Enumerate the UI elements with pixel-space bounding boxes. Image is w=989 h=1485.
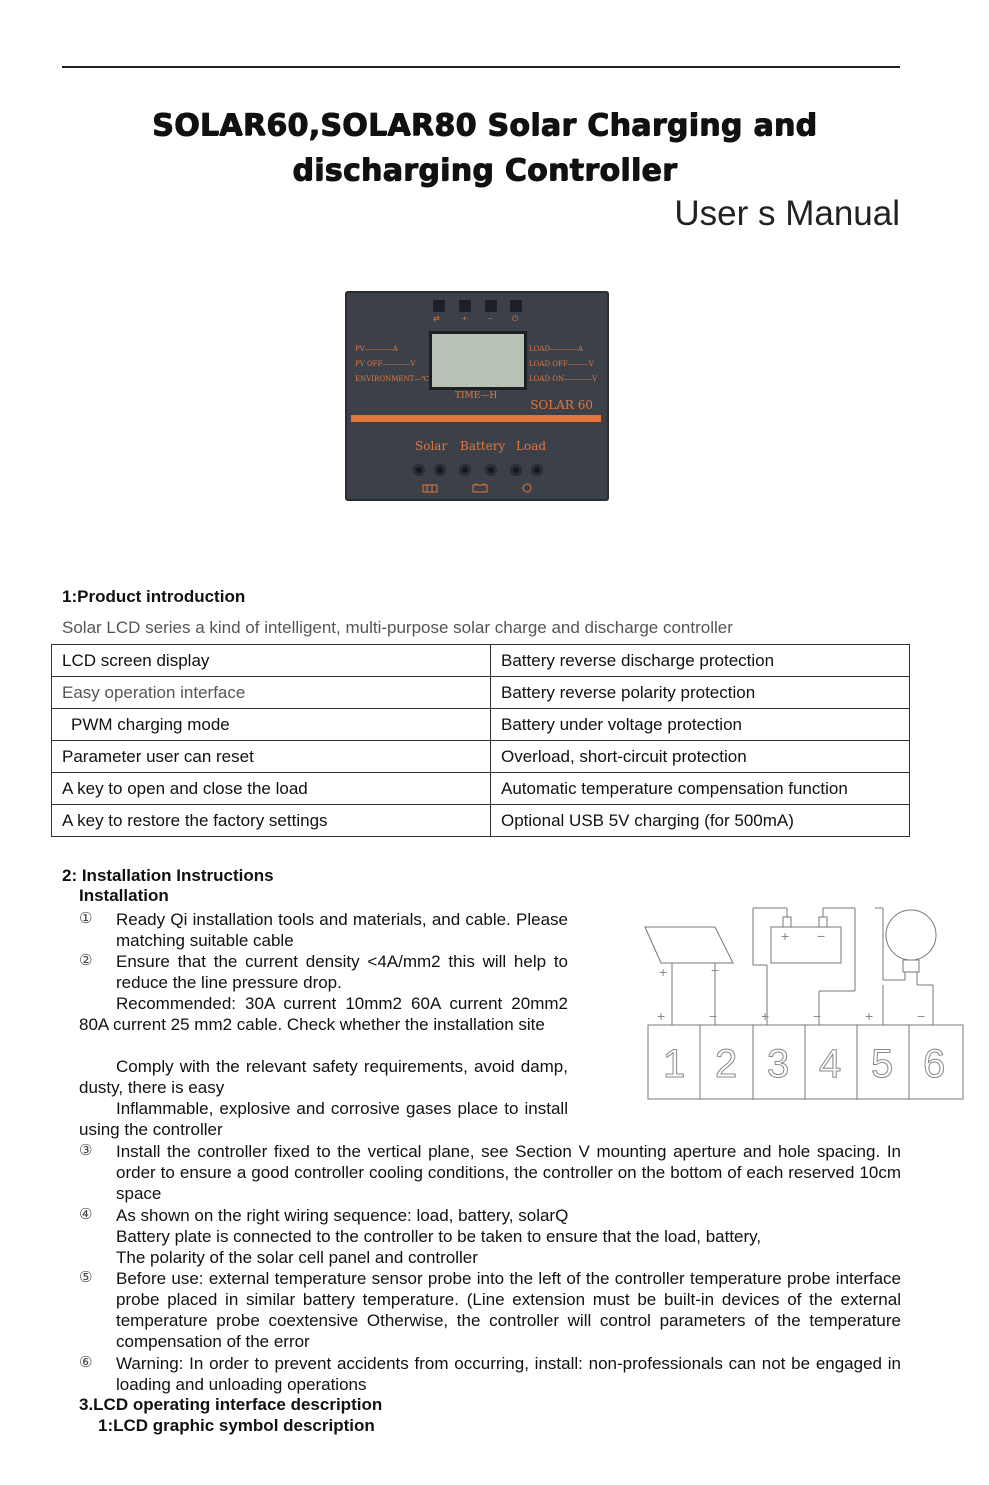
wiring-diagram	[643, 905, 965, 1101]
terminal-number: 3	[767, 1042, 790, 1086]
table-cell: LCD screen display	[52, 645, 491, 677]
terminal-screw	[531, 464, 543, 476]
table-cell: Parameter user can reset	[52, 741, 491, 773]
device-button	[459, 300, 471, 312]
terminal-polarity-icons	[411, 482, 551, 496]
install-item-1: Ready Qi installation tools and materials, and cable. Please matching suitable cable	[116, 910, 568, 950]
section2-heading: 2: Installation Instructions	[62, 866, 274, 885]
table-row	[52, 677, 910, 709]
comply-paragraph: Comply with the relevant safety requirements, avoid damp, dusty, there is easy	[79, 1057, 568, 1097]
terminal-plus-label: +	[761, 1008, 770, 1024]
terminal-screw	[434, 464, 446, 476]
table-row	[52, 709, 910, 741]
switch-icon: ⇄	[433, 314, 440, 323]
table-cell: Automatic temperature compensation function	[491, 773, 910, 805]
pv-off-label: PV OFF————V	[355, 360, 416, 368]
load-label: LOAD————A	[529, 345, 584, 353]
battery-minus-label: −	[817, 928, 826, 944]
top-rule	[62, 66, 900, 68]
time-label: TIME—H	[455, 391, 498, 401]
table-cell: Battery under voltage protection	[491, 709, 910, 741]
table-row	[52, 773, 910, 805]
table-cell: Easy operation interface	[52, 677, 491, 709]
battery-plus-label: +	[781, 928, 790, 944]
solar-panel-icon	[645, 927, 733, 963]
list-marker-2: ②	[79, 952, 93, 969]
section1-heading: 1:Product introduction	[62, 587, 246, 606]
table-cell: Optional USB 5V charging (for 500mA)	[491, 805, 910, 837]
table-cell: PWM charging mode	[52, 709, 491, 741]
list-marker-6: ⑥	[79, 1354, 93, 1371]
install-item-5: Before use: external temperature sensor probe into the left of the controller temperature probe interface probe placed in similar battery temperature. (Line extension must be built-in devices of the external temperature probe coextensive Otherwise, the controller will control parameters of the temperature compensation of the error	[116, 1269, 901, 1351]
list-marker-4: ④	[79, 1206, 93, 1223]
doc-title-line1: SOLAR60,SOLAR80 Solar Charging and	[151, 108, 818, 143]
install-item-4-line1: As shown on the right wiring sequence: load, battery, solarQ	[116, 1206, 569, 1225]
table-cell: Battery reverse polarity protection	[491, 677, 910, 709]
load-off-label: LOAD OFF———V	[529, 360, 594, 368]
table-cell: Overload, short-circuit protection	[491, 741, 910, 773]
minus-icon: −	[488, 314, 493, 323]
install-item-3: Install the controller fixed to the vertical plane, see Section V mounting aperture and hole spacing. In order to ensure a good controller cooling conditions, the controller on the bottom of each reserved 10cm space	[116, 1142, 901, 1203]
table-row	[52, 645, 910, 677]
terminal-plus-label: +	[657, 1008, 666, 1024]
doc-subtitle: User s Manual	[674, 194, 900, 233]
terminal-screw	[510, 464, 522, 476]
power-icon: ⏻	[512, 314, 519, 323]
terminal-screw	[413, 464, 425, 476]
terminal-minus-label: −	[813, 1008, 822, 1024]
solar-group-label: Solar	[415, 439, 448, 453]
device-button	[433, 300, 445, 312]
terminal-number: 4	[819, 1042, 842, 1086]
install-item-4-line3: The polarity of the solar cell panel and controller	[116, 1248, 478, 1267]
terminal-screw	[485, 464, 497, 476]
install-item-6: Warning: In order to prevent accidents from occurring, install: non-professionals can not be engaged in loading and unloading operations	[116, 1354, 901, 1394]
recommended-paragraph: Recommended: 30A current 10mm2 60A current 20mm2 80A current 25 mm2 cable. Check whether the installation site	[79, 994, 568, 1034]
feature-table	[51, 644, 910, 837]
terminal-plus-label: +	[865, 1008, 874, 1024]
terminal-number: 6	[923, 1042, 946, 1086]
orange-stripe	[351, 415, 601, 422]
section3-heading: 3.LCD operating interface description	[79, 1395, 383, 1414]
table-cell: A key to restore the factory settings	[52, 805, 491, 837]
lcd-screen	[429, 331, 527, 390]
terminal-minus-label: −	[709, 1008, 718, 1024]
list-marker-5: ⑤	[79, 1269, 93, 1286]
solar-minus-label: −	[711, 962, 720, 978]
list-marker-1: ①	[79, 910, 93, 927]
device-button	[510, 300, 522, 312]
section3-subheading: 1:LCD graphic symbol description	[98, 1416, 375, 1435]
table-cell: A key to open and close the load	[52, 773, 491, 805]
load-on-label: LOAD ON————V	[529, 375, 598, 383]
device-button	[485, 300, 497, 312]
list-marker-3: ③	[79, 1142, 93, 1159]
section2-subheading: Installation	[79, 886, 169, 905]
section1-intro: Solar LCD series a kind of intelligent, multi-purpose solar charge and discharge controller	[62, 618, 733, 637]
model-label: SOLAR 60	[530, 398, 593, 412]
install-item-4-line2: Battery plate is connected to the controller to be taken to ensure that the load, battery,	[116, 1227, 762, 1246]
terminal-number: 5	[871, 1042, 894, 1086]
load-group-label: Load	[516, 439, 547, 453]
install-item-2: Ensure that the current density <4A/mm2 this will help to reduce the line pressure drop.	[116, 952, 568, 992]
table-row	[52, 741, 910, 773]
table-row	[52, 805, 910, 837]
plus-icon: +	[462, 314, 467, 323]
inflammable-paragraph: Inflammable, explosive and corrosive gases place to install using the controller	[79, 1099, 568, 1139]
battery-group-label: Battery	[460, 439, 506, 453]
environment-label: ENVIRONMENT—℃	[355, 375, 430, 383]
table-cell: Battery reverse discharge protection	[491, 645, 910, 677]
controller-product-image	[345, 291, 609, 501]
terminal-number: 1	[663, 1042, 686, 1086]
terminal-screw	[459, 464, 471, 476]
terminal-minus-label: −	[917, 1008, 926, 1024]
terminal-number: 2	[715, 1042, 738, 1086]
pv-label: PV————A	[355, 345, 398, 353]
solar-plus-label: +	[659, 964, 668, 980]
doc-title-line2: discharging Controller	[292, 153, 677, 188]
lamp-icon	[886, 910, 936, 960]
